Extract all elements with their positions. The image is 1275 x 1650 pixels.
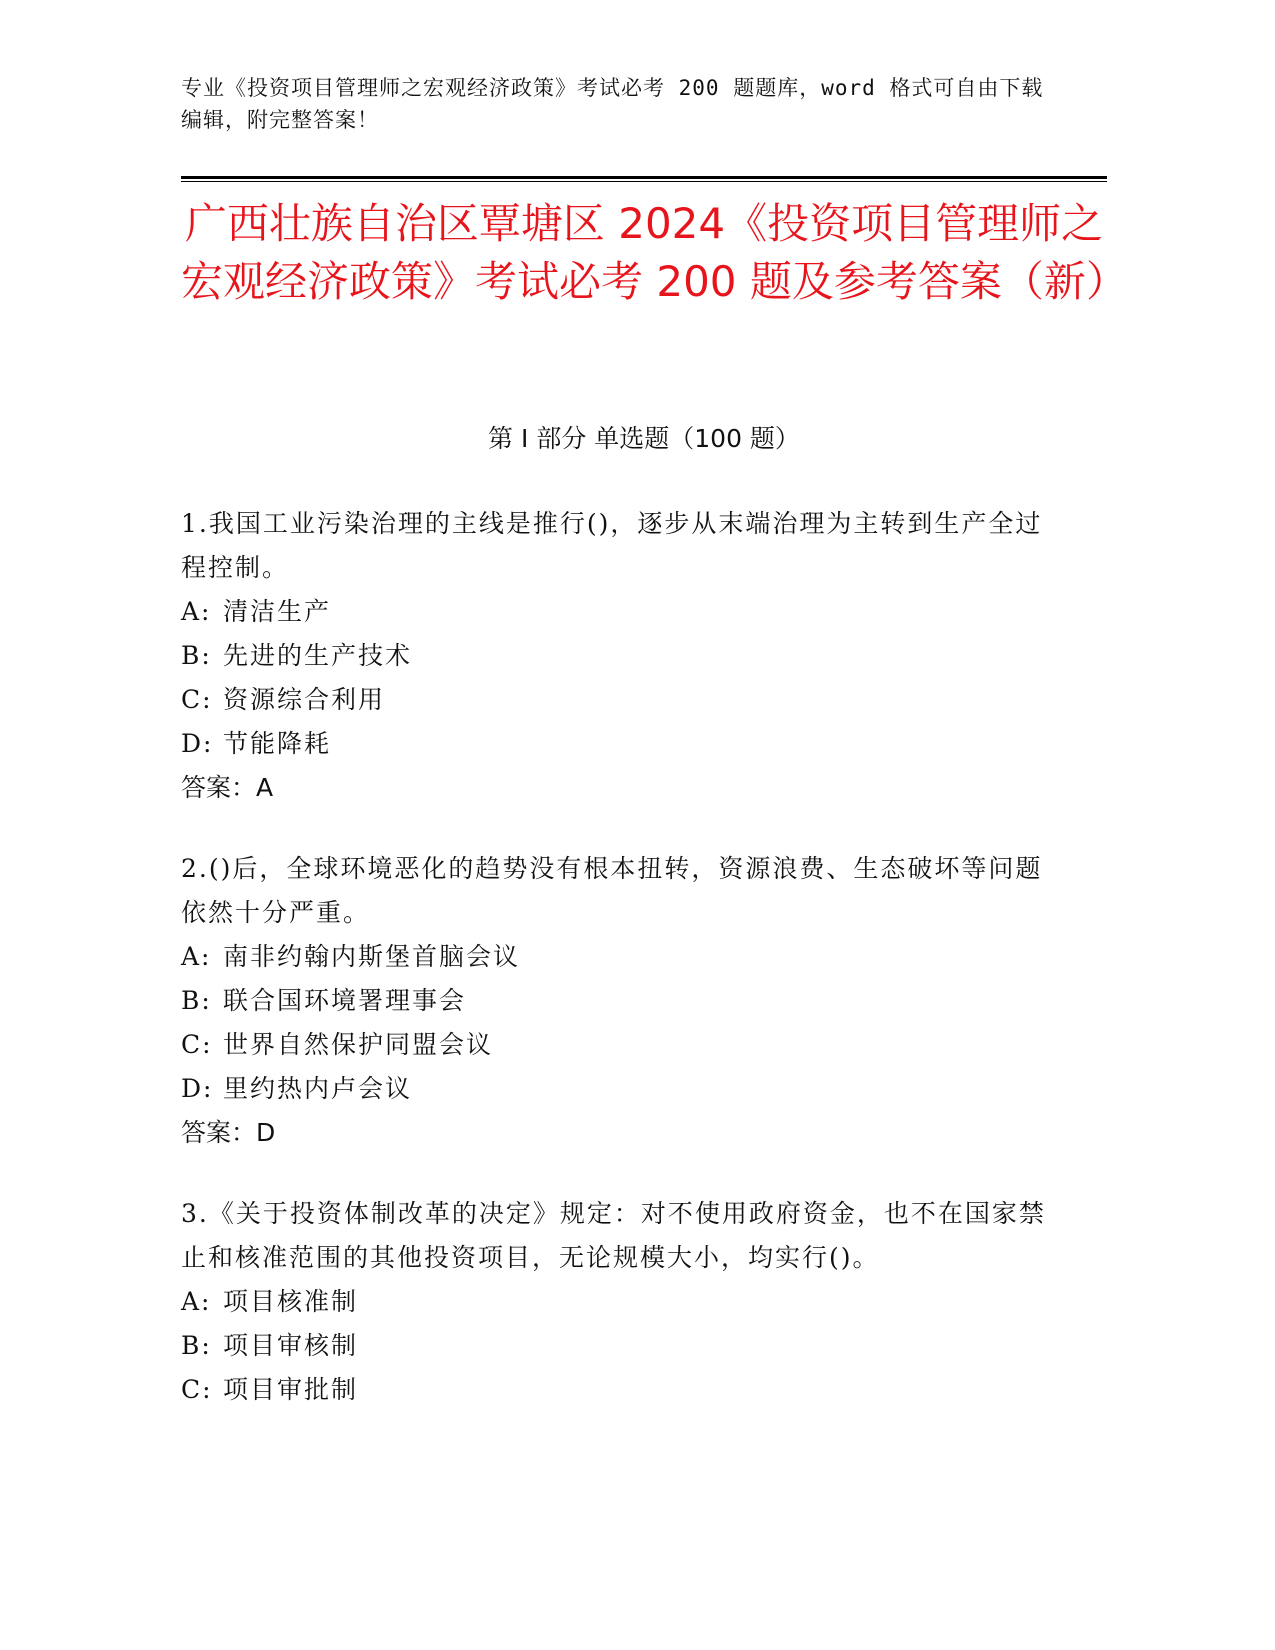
option-letter: A: — [181, 1287, 212, 1316]
option-b — [181, 979, 1061, 1023]
option-a — [181, 1280, 1061, 1324]
header-note: 专业《投资项目管理师之宏观经济政策》考试必考 200 题题库，word 格式可自由下载编辑，附完整答案！ — [181, 76, 1044, 132]
option-letter: D: — [181, 1074, 214, 1103]
option-a — [181, 935, 1061, 979]
option-letter: B: — [181, 641, 212, 670]
option-letter: C: — [181, 1030, 213, 1059]
option-letter: A: — [181, 597, 212, 626]
option-b — [181, 634, 1061, 678]
option-d — [181, 1067, 1061, 1111]
section-title: 第 I 部分 单选题（100 题） — [488, 424, 800, 453]
document-title: 广西壮族自治区覃塘区 2024《投资项目管理师之宏观经济政策》考试必考 200 题及参考答案（新） — [181, 199, 1128, 306]
option-text: 资源综合利用 — [223, 685, 386, 714]
question-list — [181, 502, 1061, 1449]
option-c — [181, 1023, 1061, 1067]
option-text: 先进的生产技术 — [223, 641, 413, 670]
question-text: 3.《关于投资体制改革的决定》规定：对不使用政府资金，也不在国家禁止和核准范围的其他投资项目，无论规模大小，均实行()。 — [181, 1199, 1046, 1272]
option-c — [181, 1368, 1061, 1412]
header-divider-thick — [181, 176, 1107, 179]
question-2 — [181, 847, 1061, 1155]
option-text: 项目核准制 — [223, 1287, 359, 1316]
option-letter: D: — [181, 729, 214, 758]
option-b — [181, 1324, 1061, 1368]
option-d — [181, 722, 1061, 766]
question-3 — [181, 1192, 1061, 1412]
option-text: 世界自然保护同盟会议 — [223, 1030, 494, 1059]
option-text: 南非约翰内斯堡首脑会议 — [223, 942, 521, 971]
option-letter: C: — [181, 685, 213, 714]
question-text: 1.我国工业污染治理的主线是推行()，逐步从末端治理为主转到生产全过程控制。 — [181, 509, 1043, 582]
option-letter: A: — [181, 942, 212, 971]
question-1 — [181, 502, 1061, 810]
option-letter: C: — [181, 1375, 213, 1404]
option-a — [181, 590, 1061, 634]
answer-line: 答案：D — [181, 1118, 276, 1147]
question-text: 2.()后，全球环境恶化的趋势没有根本扭转，资源浪费、生态破坏等问题依然十分严重。 — [181, 854, 1043, 927]
answer-line: 答案：A — [181, 773, 274, 802]
header-divider-thin — [181, 181, 1107, 182]
option-text: 节能降耗 — [223, 729, 332, 758]
option-text: 联合国环境署理事会 — [223, 986, 467, 1015]
option-text: 清洁生产 — [223, 597, 332, 626]
option-letter: B: — [181, 986, 212, 1015]
option-text: 项目审批制 — [223, 1375, 359, 1404]
option-c — [181, 678, 1061, 722]
option-text: 项目审核制 — [223, 1331, 359, 1360]
option-letter: B: — [181, 1331, 212, 1360]
option-text: 里约热内卢会议 — [223, 1074, 413, 1103]
